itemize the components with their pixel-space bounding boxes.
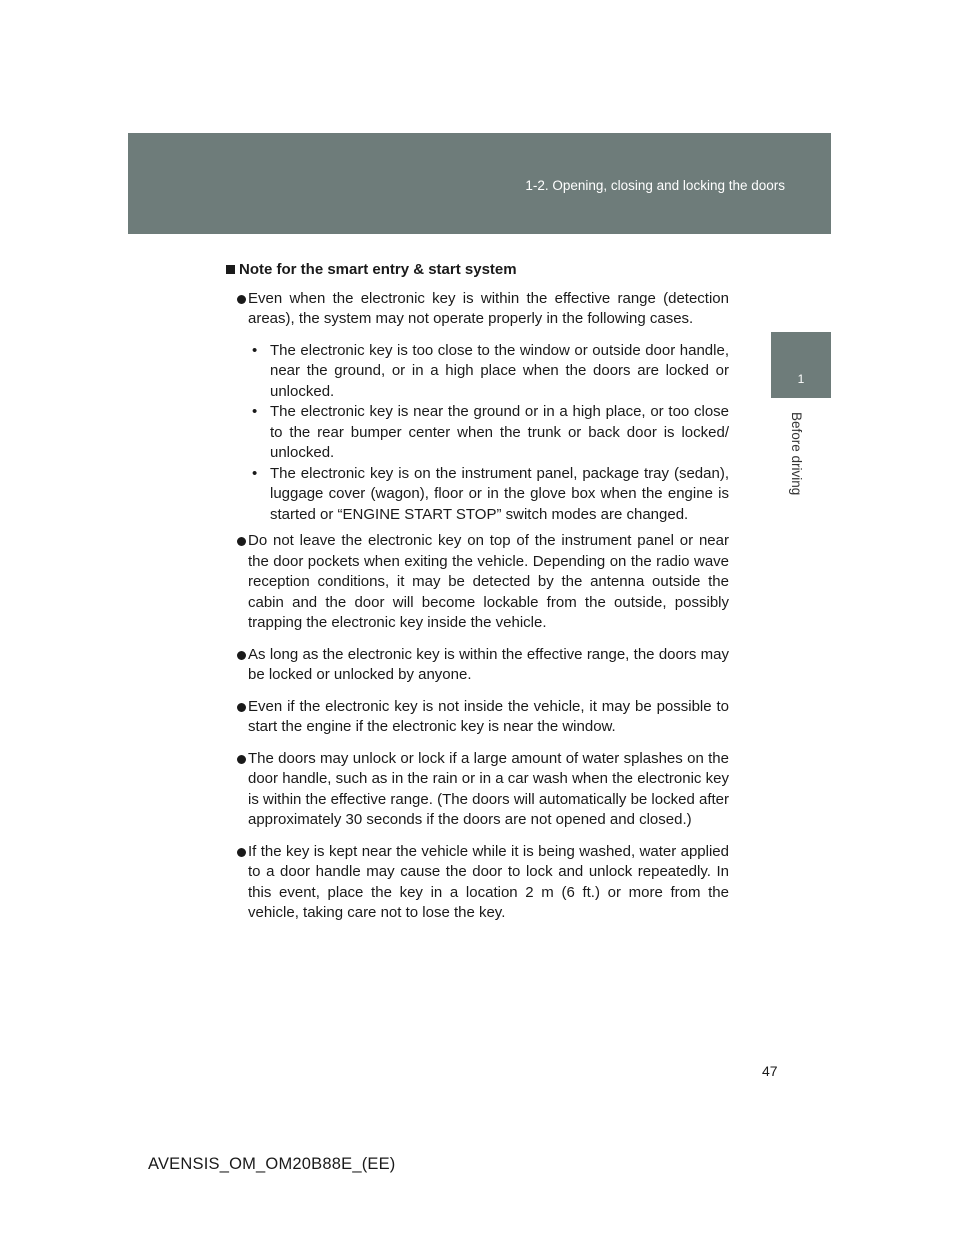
sub-item-text: The electronic key is too close to the window or outside door handle, near the ground, or in a high place when the doors are locked or unlocked. [270, 341, 729, 400]
bullet-text: The doors may unlock or lock if a large amount of water splashes on the door handle, such as in the rain or in a car wash when the electronic key is within the effective range. (The doors will automatically be locked after approximately 30 seconds if the doors are not opened and closed.) [248, 749, 729, 828]
sub-bullet-icon: • [252, 464, 258, 482]
square-bullet-icon [226, 265, 235, 274]
round-bullet-icon [237, 755, 246, 764]
round-bullet-icon [237, 703, 246, 712]
bullet-text: As long as the electronic key is within the effective range, the doors may be locked or unlocked by anyone. [248, 645, 729, 683]
bullet-text: Even if the electronic key is not inside the vehicle, it may be possible to start the engine if the electronic key is near the window. [248, 697, 729, 735]
document-code: AVENSIS_OM_OM20B88E_(EE) [148, 1155, 396, 1173]
chapter-tab [771, 332, 831, 398]
note-heading-text: Note for the smart entry & start system [239, 261, 517, 278]
sub-item [248, 464, 729, 526]
bullet-item [226, 531, 729, 634]
sub-bullet-icon: • [252, 341, 258, 359]
sub-item [248, 341, 729, 403]
sub-bullet-icon: • [252, 403, 258, 420]
page-content [226, 260, 729, 935]
bullet-item [226, 289, 729, 330]
bullet-item [226, 645, 729, 686]
bullet-item [226, 842, 729, 924]
bullet-item [226, 749, 729, 831]
round-bullet-icon [237, 848, 246, 857]
section-title: 1-2. Opening, closing and locking the doors [525, 178, 785, 193]
bullet-text: If the key is kept near the vehicle while it is being washed, water applied to a door handle may cause the door to lock and unlock repeatedly. In this event, place the key in a location 2 m (6 ft.) or more from the vehicle, taking care not to lose the key. [248, 842, 729, 921]
bullet-text: Do not leave the electronic key on top of the instrument panel or near the door pockets when exiting the vehicle. Depending on the radio wave reception conditions, it may be detected by the antenna outside the cabin and the door will become lockable from the outside, possibly trapping the electronic key inside the vehicle. [248, 532, 729, 631]
sub-item-text: The electronic key is on the instrument panel, package tray (sedan), luggage cover (wagon), floor or in the glove box when the engine is started or “ENGINE START STOP” switch modes are changed. [270, 464, 729, 523]
round-bullet-icon [237, 295, 246, 304]
header-band [128, 133, 831, 234]
sub-list [226, 341, 729, 526]
chapter-label: Before driving [789, 412, 804, 496]
bullet-item [226, 697, 729, 738]
round-bullet-icon [237, 537, 246, 546]
bullet-text: Even when the electronic key is within the effective range (detection areas), the system may not operate properly in the following cases. [248, 289, 729, 327]
sub-item [248, 402, 729, 464]
sub-item-text: The electronic key is near the ground or in a high place, or too close to the rear bumper center when the trunk or back door is locked/ unlocked. [270, 403, 729, 461]
note-heading [226, 260, 729, 281]
round-bullet-icon [237, 651, 246, 660]
page-number: 47 [762, 1063, 778, 1079]
chapter-number: 1 [797, 372, 805, 386]
